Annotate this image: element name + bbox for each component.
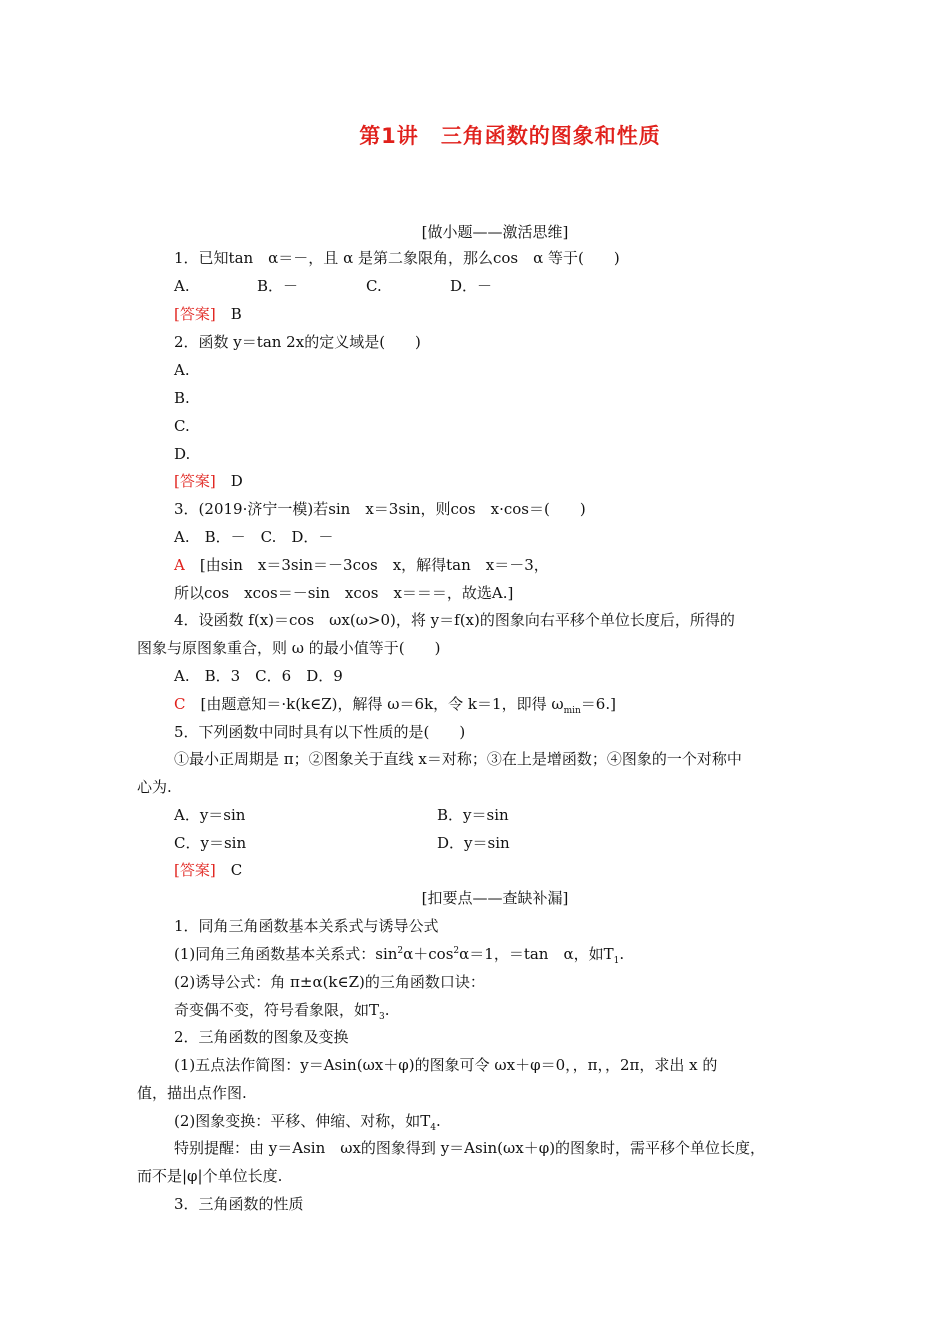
option-b: B．－	[257, 277, 299, 295]
text: .	[619, 945, 625, 963]
text: α＝1，＝tan α，如T	[459, 945, 614, 963]
question-1-stem: 1．已知tan α＝－，且 α 是第二象限角，那么cos α 等于( )	[174, 249, 620, 267]
key-point-2-reminder-cont: 而不是|φ|个单位长度.	[137, 1167, 283, 1185]
section-header-key-points: [扣要点——查缺补漏]	[421, 889, 569, 907]
option-a: A.	[174, 361, 190, 379]
page-title	[0, 120, 950, 150]
answer-value: C	[230, 861, 243, 879]
answer-letter: A	[174, 556, 185, 574]
text: (1)同角三角函数基本关系式：sin	[174, 945, 398, 963]
option-c: C.	[366, 277, 382, 295]
key-point-1-heading: 1．同角三角函数基本关系式与诱导公式	[174, 917, 439, 935]
option-d: D．－	[450, 277, 493, 295]
key-point-2-reminder: 特别提醒：由 y＝Asin ωx的图象得到 y＝Asin(ωx＋φ)的图象时，需平移个单位长度，	[174, 1139, 766, 1157]
answer-value: D	[230, 472, 243, 490]
text: .	[384, 1001, 390, 1019]
option-a: A.	[174, 277, 190, 295]
question-2-answer	[174, 471, 243, 491]
text: α＋cos	[403, 945, 454, 963]
explanation-text-end: ＝6.]	[580, 695, 616, 713]
answer-value: B	[230, 305, 242, 323]
key-point-2-para-2	[174, 1111, 441, 1131]
text: (2)图象变换：平移、伸缩、对称，如T	[174, 1112, 431, 1130]
option-d: D.	[174, 445, 191, 463]
explanation-text: [由题意知＝·k(k∈Z)，解得 ω＝6k，令 k＝1，即得 ω	[200, 695, 564, 713]
option-b: B．y＝sin	[437, 806, 509, 824]
option-d: D．y＝sin	[437, 834, 510, 852]
question-5-stem: 5．下列函数中同时具有以下性质的是( )	[174, 723, 466, 741]
question-4-stem-line-1: 4．设函数 f(x)＝cos ωx(ω>0)，将 y＝f(x)的图象向右平移个单位长度后，所得的	[174, 611, 735, 629]
question-5-answer	[174, 860, 242, 880]
option-b: B.	[174, 389, 190, 407]
subscript-min: min	[563, 706, 581, 716]
question-4-explanation	[174, 694, 616, 714]
key-point-2-para-1-cont: 值，描出点作图.	[137, 1084, 247, 1102]
subscript: 3	[379, 1012, 385, 1022]
question-4-options: A. B．3 C．6 D．9	[174, 667, 343, 685]
question-1-answer	[174, 304, 242, 324]
question-3-options: A. B．－ C. D．－	[174, 528, 334, 546]
answer-tag: [答案]	[174, 305, 216, 323]
text: 奇变偶不变，符号看象限，如T	[174, 1001, 380, 1019]
answer-letter: C	[174, 695, 186, 713]
question-5-properties-line-1: ①最小正周期是 π；②图象关于直线 x＝对称；③在上是增函数；④图象的一个对称中	[174, 750, 742, 768]
subscript: 4	[430, 1123, 436, 1133]
key-point-2-heading: 2．三角函数的图象及变换	[174, 1028, 349, 1046]
key-point-1-para-1	[174, 944, 624, 964]
section-header-practice: [做小题——激活思维]	[421, 223, 569, 241]
superscript: 2	[453, 946, 460, 956]
key-point-2-para-1: (1)五点法作简图：y＝Asin(ωx＋φ)的图象可令 ωx＋φ＝0，，π，，2π，求出 x 的	[174, 1056, 718, 1074]
question-5-properties-line-2: 心为.	[137, 778, 172, 796]
answer-tag: [答案]	[174, 861, 216, 879]
explanation-line-2: 所以cos xcos＝－sin xcos x＝＝＝，故选A.]	[174, 584, 514, 602]
question-3-stem: 3．(2019·济宁一模)若sin x＝3sin，则cos x·cos＝( )	[174, 500, 586, 518]
lecture-number: 第1讲	[359, 124, 419, 148]
superscript: 2	[397, 946, 404, 956]
option-c: C．y＝sin	[174, 834, 247, 852]
answer-tag: [答案]	[174, 472, 216, 490]
explanation-line-1: [由sin x＝3sin＝－3cos x，解得tan x＝－3，	[199, 556, 549, 574]
option-c: C.	[174, 417, 190, 435]
subscript: 1	[613, 956, 620, 966]
key-point-1-para-2: (2)诱导公式：角 π±α(k∈Z)的三角函数口诀：	[174, 973, 485, 991]
key-point-1-para-3	[174, 1000, 390, 1020]
question-2-stem: 2．函数 y＝tan 2x的定义域是( )	[174, 333, 421, 351]
text: .	[436, 1112, 441, 1130]
option-a: A．y＝sin	[174, 806, 246, 824]
lecture-title: 三角函数的图象和性质	[440, 124, 661, 148]
question-4-stem-line-2: 图象与原图象重合，则 ω 的最小值等于( )	[137, 639, 441, 657]
question-3-explanation	[174, 555, 549, 575]
key-point-3-heading: 3．三角函数的性质	[174, 1195, 304, 1213]
